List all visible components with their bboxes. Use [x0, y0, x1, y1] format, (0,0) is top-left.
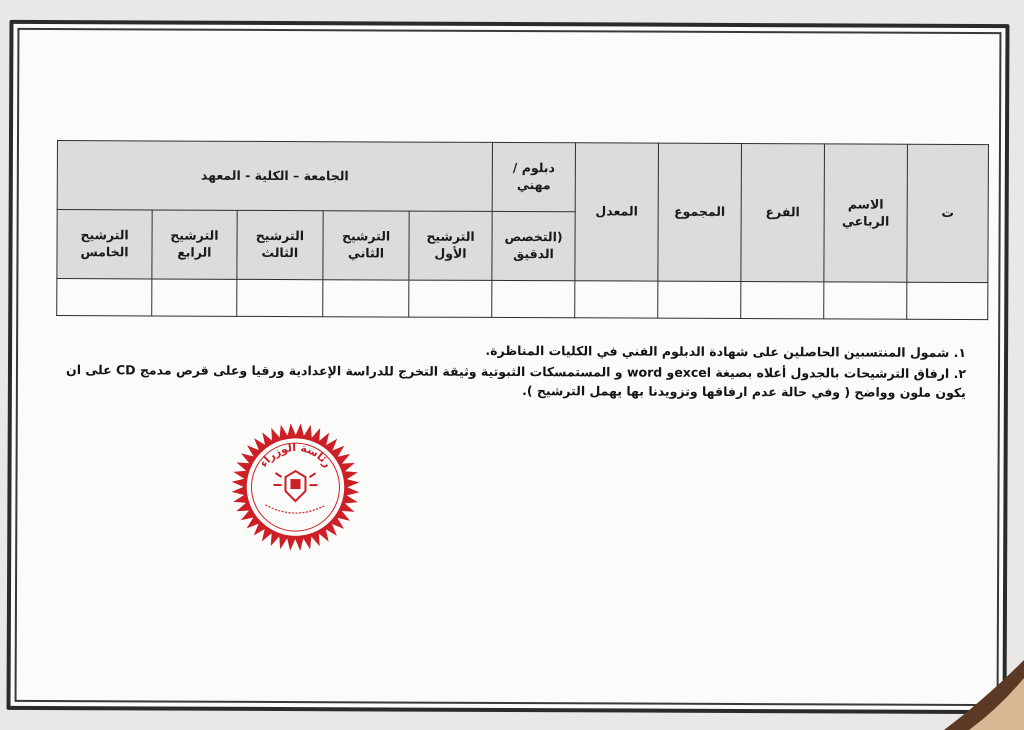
header-specialization: (التخصص الدقيق — [492, 211, 575, 280]
table-cell[interactable] — [409, 280, 492, 317]
header-choice-5: الترشيح الخامس — [57, 210, 152, 279]
header-choice-3: الترشيح الثالث — [237, 210, 324, 279]
table-header-row — [57, 141, 988, 214]
official-seal-stamp — [229, 421, 362, 554]
table-cell[interactable] — [236, 279, 323, 316]
header-diploma: دبلوم / مهني — [492, 142, 575, 211]
header-seq: ت — [907, 144, 989, 282]
header-branch: الفرع — [741, 144, 825, 282]
table-cell[interactable] — [658, 281, 741, 318]
table-cell[interactable] — [323, 280, 409, 317]
table-cell[interactable] — [907, 282, 988, 319]
note-1: ١. شمول المنتسبين الحاصلين على شهادة الدبلوم الفني في الكليات المناظرة. — [485, 342, 967, 360]
notes-section — [46, 340, 966, 404]
header-choice-1: الترشيح الأول — [409, 211, 492, 280]
header-average: المعدل — [575, 143, 659, 281]
table-cell[interactable] — [741, 282, 824, 319]
table-cell[interactable] — [575, 281, 658, 318]
table-cell[interactable] — [57, 279, 152, 316]
header-full-name: الاسم الرباعي — [824, 144, 908, 282]
note-2: ٢. ارفاق الترشيحات بالجدول أعلاه بصيغة excelو word و المستمسكات الثبوتية وثيقة التخرج للدراسة الإعدادية ورقيا وعلى قرص مدمج CD على ان يكون ملون وواضح ( وفي حالة عدم ارفاقها وتزويدنا بها يهمل الترشيح ). — [66, 361, 967, 400]
header-choice-2: الترشيح الثاني — [323, 211, 409, 280]
table-cell[interactable] — [824, 282, 907, 319]
header-choice-4: الترشيح الرابع — [152, 210, 237, 279]
document-page — [6, 20, 1009, 714]
header-total: المجموع — [658, 143, 742, 281]
seal-text: رئاسة الوزراء — [256, 441, 335, 470]
page-corner-shadow — [914, 660, 1024, 730]
table-cell[interactable] — [492, 280, 575, 317]
nomination-table — [56, 140, 989, 320]
header-institution: الجامعة – الكلية - المعهد — [57, 141, 492, 212]
table-cell[interactable] — [152, 279, 237, 316]
table-row — [57, 279, 988, 320]
